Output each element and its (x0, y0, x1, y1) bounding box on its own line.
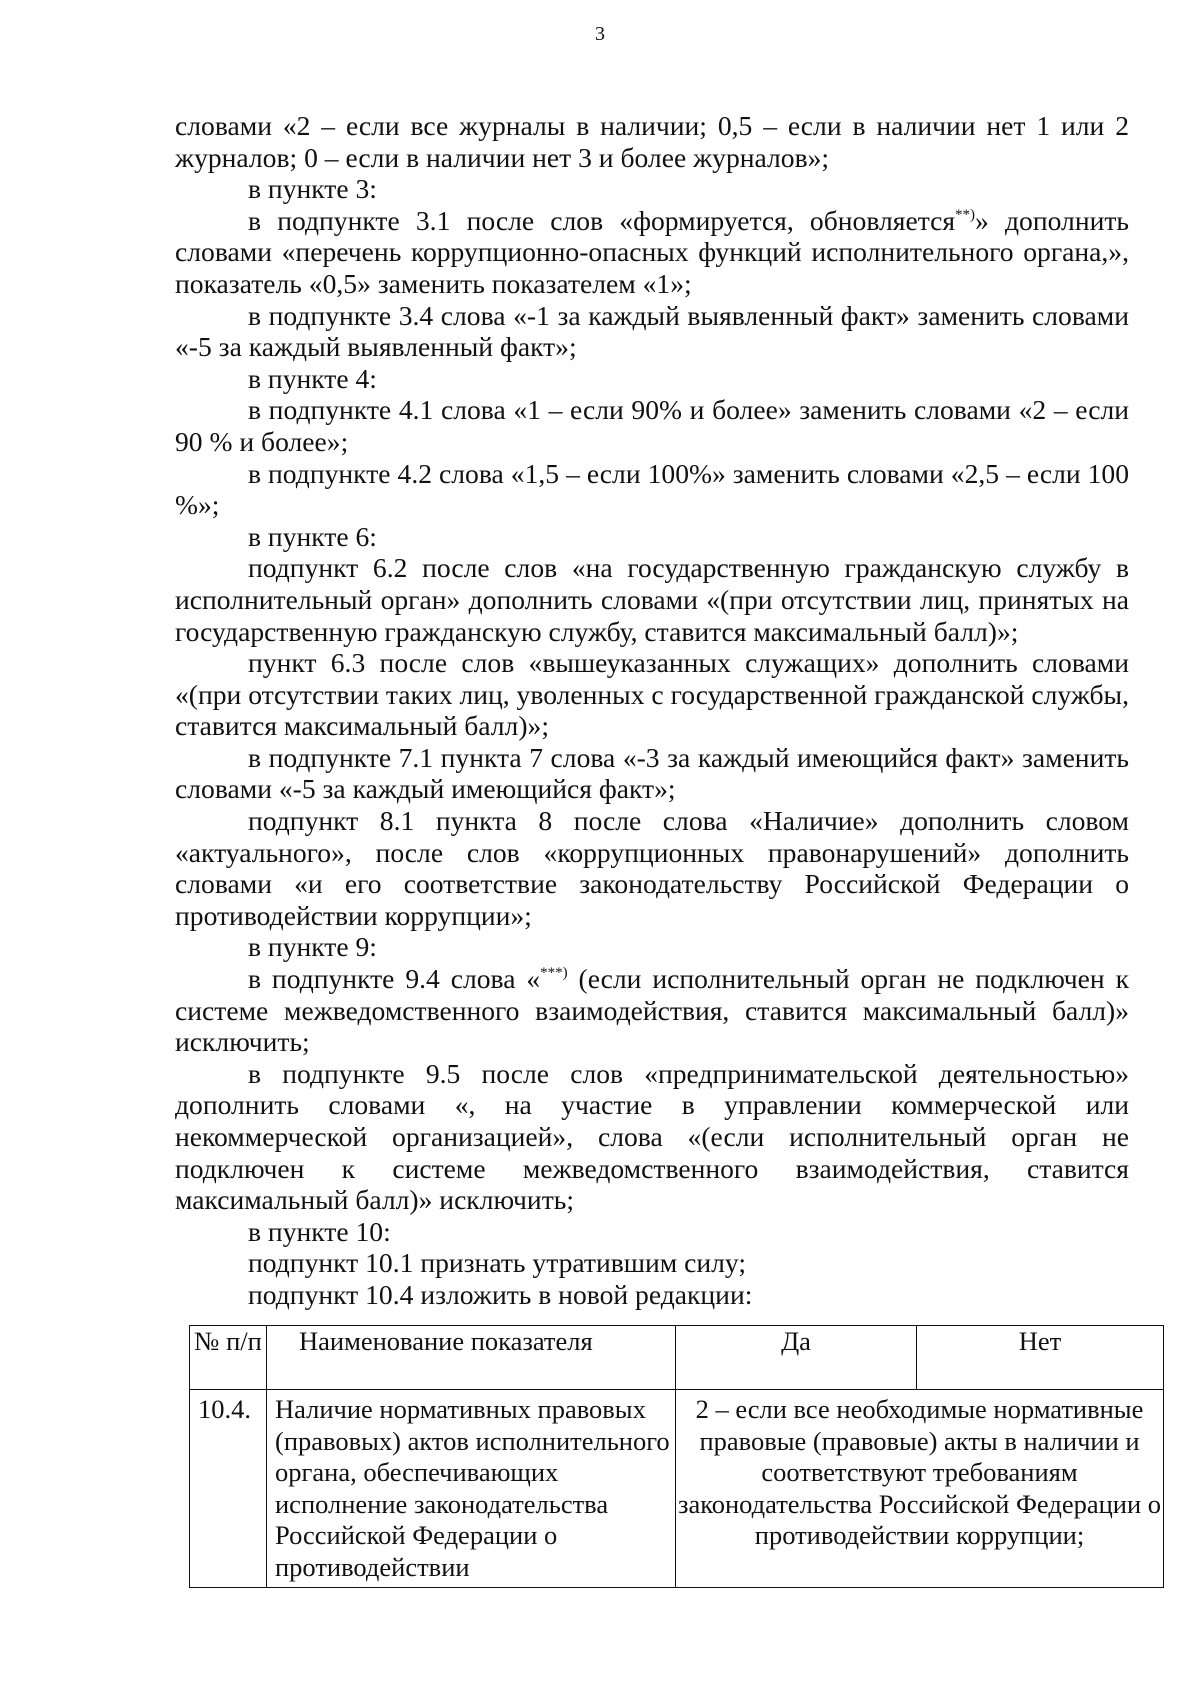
document-body (175, 110, 1129, 1311)
paragraph (175, 963, 1129, 1058)
paragraph: в пункте 9: (248, 931, 377, 963)
footnote-marker: **) (955, 206, 976, 223)
paragraph-text: (если исполнительный орган не подключен к системе межведомственного взаимодействия, ставится максимальный балл)» исключить; (175, 963, 1129, 1058)
indicator-table (189, 1325, 1164, 1588)
paragraph: в пункте 6: (248, 520, 377, 552)
paragraph: подпункт 10.1 признать утратившим силу; (248, 1247, 747, 1279)
page-number: 3 (595, 23, 605, 45)
header-name: Наименование показателя (267, 1326, 676, 1390)
paragraph: подпункт 8.1 пункта 8 после слова «Наличие» дополнить словом «актуального», после слов «коррупционных правонарушений» дополнить словами «и его соответствие законодательству Российской Федерации о противодействии коррупции»; (175, 805, 1129, 931)
paragraph: в пункте 4: (248, 362, 377, 394)
paragraph: в подпункте 4.1 слова «1 – если 90% и более» заменить словами «2 – если 90 % и более»; (175, 394, 1129, 457)
row-yes-no: 2 – если все необходимые нормативные правовые (правовые) акты в наличии и соответствуют требованиям законодательства Российской Федерации о противодействии коррупции; (676, 1390, 1164, 1588)
paragraph-text: в подпункте 3.1 после слов «формируется, обновляется (248, 204, 956, 236)
paragraph: подпункт 10.4 изложить в новой редакции: (248, 1278, 753, 1310)
paragraph: в пункте 10: (248, 1215, 391, 1247)
paragraph (175, 205, 1129, 300)
paragraph: в подпункте 3.4 слова «-1 за каждый выявленный факт» заменить словами «-5 за каждый выявленный факт»; (175, 299, 1129, 363)
header-num: № п/п (190, 1326, 267, 1390)
paragraph: в пункте 3: (248, 173, 377, 205)
paragraph: пункт 6.3 после слов «вышеуказанных служащих» дополнить словами «(при отсутствии таких лиц, уволенных с государственной гражданской службы, ставится максимальный балл)»; (175, 647, 1129, 742)
paragraph: в подпункте 9.5 после слов «предпринимательской деятельностью» дополнить словами «, на участие в управлении коммерческой или некоммерческой организацией», слова «(если исполнительный орган не подключен к системе межведомственного взаимодействия, ставится максимальный балл)» исключить; (175, 1057, 1129, 1216)
header-yes: Да (676, 1326, 917, 1390)
paragraph: в подпункте 7.1 пункта 7 слова «-3 за каждый имеющийся факт» заменить словами «-5 за каждый имеющийся факт»; (175, 741, 1129, 805)
header-no: Нет (917, 1326, 1164, 1390)
paragraph-text: » дополнить словами «перечень коррупционно-опасных функций исполнительного органа,», показатель «0,5» заменить показателем «1»; (175, 204, 1129, 299)
row-num: 10.4. (190, 1390, 267, 1588)
footnote-marker: ***) (540, 965, 568, 982)
paragraph: в подпункте 4.2 слова «1,5 – если 100%» заменить словами «2,5 – если 100 %»; (175, 457, 1129, 521)
paragraph: подпункт 6.2 после слов «на государственную гражданскую службу в исполнительный орган» дополнить словами «(при отсутствии лиц, принятых на государственную гражданскую службу, ставится максимальный балл)»; (175, 552, 1129, 647)
table-header-row (190, 1326, 1164, 1390)
row-name: Наличие нормативных правовых (правовых) актов исполнительного органа, обеспечивающих исполнение законодательства Российской Федерации о противодействии (267, 1390, 676, 1588)
table-row (190, 1390, 1164, 1588)
paragraph: словами «2 – если все журналы в наличии; 0,5 – если в наличии нет 1 или 2 журналов; 0 – если в наличии нет 3 и более журналов»; (175, 110, 1129, 173)
paragraph-text: в подпункте 9.4 слова « (248, 963, 541, 995)
